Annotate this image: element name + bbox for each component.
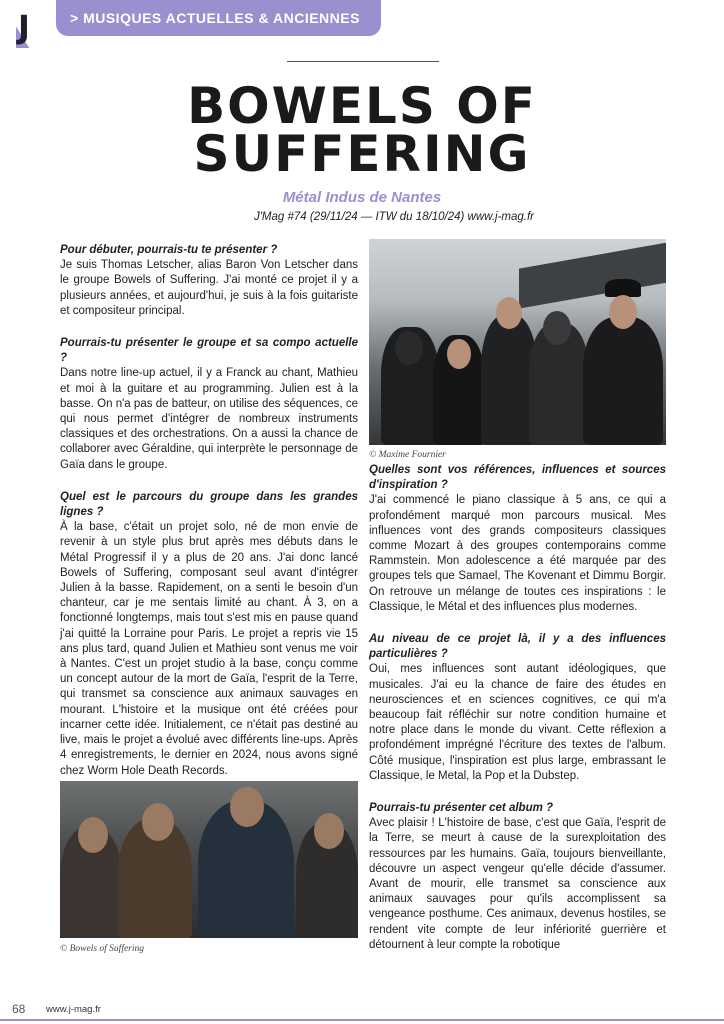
- band-photo: [369, 239, 666, 445]
- answer-5: Oui, mes influences sont autant idéologiques, que musicales. J'ai eu la chance de faire des études en neurosciences et en sciences cognitives, ce qui m'a beaucoup fait réfléchir sur notre condition humaine et notre place dans le monde du vivant. Cette réflexion a profondément imprégné l'écriture des textes de l'album. Côté musique, l'inspiration est plus large, embrassant le Classique, le Metal, la Pop et la Dubstep.: [369, 663, 666, 782]
- article-title: [0, 77, 724, 183]
- question-6: Pourrais-tu présenter cet album ?: [369, 802, 554, 815]
- left-column: [60, 243, 358, 786]
- artwork-photo-credit: © Bowels of Suffering: [60, 944, 145, 954]
- article-title-line-2: SUFFERING: [193, 125, 531, 183]
- answer-1: Je suis Thomas Letscher, alias Baron Von Letscher dans le groupe Bowels of Suffering. J'ai monté ce projet il y a plusieurs années, et aujourd'hui, je suis à la fois guitariste et compositeur principal.: [60, 259, 358, 317]
- magazine-logo: [16, 8, 38, 48]
- logo-letter: J: [18, 8, 30, 46]
- answer-6: Avec plaisir ! L'histoire de base, c'est que Gaïa, l'esprit de la Terre, se meurt à cause de la surexploitation des ressources par les humains. Gaïa, toujours bienveillante, découvre un aspect vengeur qu'elle décide d'assumer. Avant de mourir, elle transmet sa conscience aux animaux sauvages pour qu'ils accomplissent sa vengeance posthume. Ces animaux, devenus hostiles, se rendent vite compte de leur infériorité guerrière et détournent à leur compte la robotique: [369, 817, 666, 951]
- article-title-line-1: BOWELS OF: [187, 77, 537, 135]
- article-source: J'Mag #74 (29/11/24 — ITW du 18/10/24) www.j-mag.fr: [253, 211, 535, 223]
- footer-rule: [0, 1019, 724, 1021]
- question-3: Quel est le parcours du groupe dans les grandes lignes ?: [60, 490, 358, 519]
- answer-2: Dans notre line-up actuel, il y a Franck au chant, Mathieu et moi à la guitare et au programming. Julien est à la basse. On n'a pas de batteur, on utilise des séquences, ce qui nous permet d'intégrer de nombreux instruments classiques et des orchestrations. On a aussi la chance de collaborer avec Géraldine, qui interprète le personnage de Gaïa dans le groupe.: [60, 367, 358, 471]
- article-subtitle: Métal Indus de Nantes: [282, 189, 442, 206]
- page-number: 68: [12, 1002, 26, 1016]
- question-4: Quelles sont vos références, influences et sources d'inspiration ?: [369, 464, 666, 492]
- album-artwork-photo: [60, 781, 358, 938]
- question-2: Pourrais-tu présenter le groupe et sa compo actuelle ?: [60, 337, 358, 365]
- answer-3: À la base, c'était un projet solo, né de mon envie de revenir à un style plus brut après mes débuts dans le Métal Progressif il y a plus de 20 ans. J'ai donc lancé Bowels of Suffering, composant seul avant d'intégrer Julien à la basse. Rapidement, on a senti le besoin d'un chanteur, car je me sentais limité au chant. À 3, on a fonctionné longtemps, mais tout s'est mis en pause quand j'ai quitté la Lorraine pour Paris. Le projet a repris vie 15 ans plus tard, quand Julien et Mathieu sont venus me voir à Nantes. C'est un projet studio à la base, conçu comme un concept autour de la mort de Gaïa, l'esprit de la Terre, qui transmet sa conscience aux animaux sauvages en mourant. L'histoire et la musique ont été créées pour incarner cette idée. Initialement, ce n'était pas destiné au live, mais le projet a évolué avec différents line-ups. Après 4 enregistrements, le dernier en 2024, nous avons signé chez Worm Hole Death Records.: [60, 521, 358, 777]
- footer-website: www.j-mag.fr: [46, 1004, 101, 1015]
- right-column: [369, 463, 666, 960]
- band-photo-credit: © Maxime Fournier: [369, 450, 446, 460]
- question-5: Au niveau de ce projet là, il y a des influences particulières ?: [369, 633, 666, 661]
- question-1: Pour débuter, pourrais-tu te présenter ?: [60, 244, 278, 256]
- answer-4: J'ai commencé le piano classique à 5 ans, ce qui a profondément marqué mon parcours musical. Mes influences vont des grands compositeurs classiques comme Mozart à des groupes contemporains comme Rammstein. Mon adolescence a été marquée par des groupes tels que Samael, The Kovenant et Dimmu Borgir. On retrouve un mélange de toutes ces inspirations : le Classique, le Métal et des influences plus modernes.: [369, 494, 666, 613]
- title-divider: [287, 61, 439, 62]
- section-rubric: > MUSIQUES ACTUELLES & ANCIENNES: [56, 0, 381, 36]
